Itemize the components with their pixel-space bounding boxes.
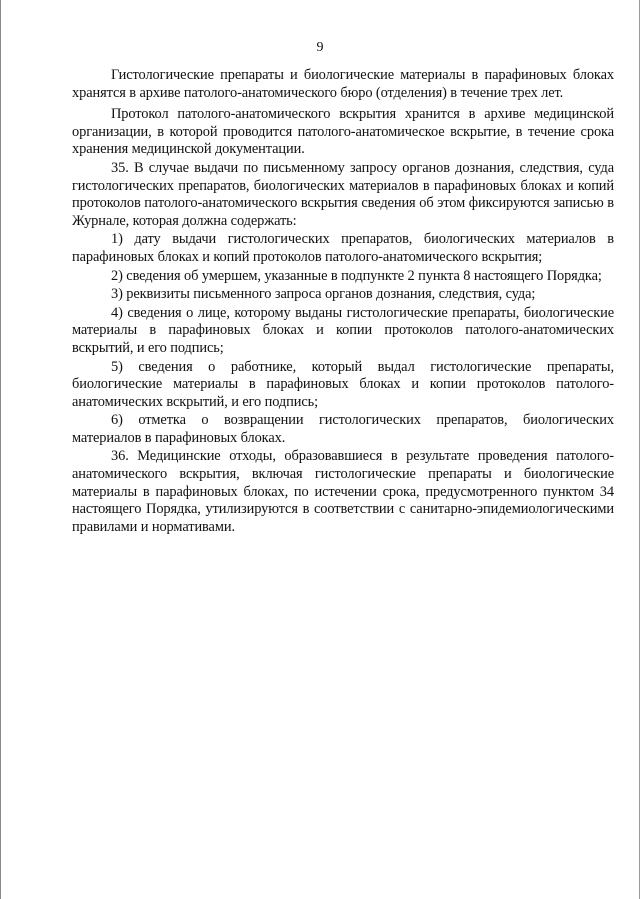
- list-item-1: 1) дату выдачи гистологических препаратов, биологических материалов в парафиновых блоках и копий протоколов патолого-анатомического вскрытия;: [72, 231, 614, 265]
- list-item-6: 6) отметка о возвращении гистологических препаратов, биологических материалов в парафиновых блоках.: [72, 412, 614, 446]
- list-item-3: 3) реквизиты письменного запроса органов дознания, следствия, суда;: [111, 286, 536, 303]
- document-body: [72, 67, 614, 536]
- paragraph-protocol-storage: Протокол патолого-анатомического вскрытия хранится в архиве медицинской организации, в которой проводится патолого-анатомическое вскрытие, в течение срока хранения медицинской документации.: [72, 106, 614, 158]
- paragraph-item-36: 36. Медицинские отходы, образовавшиеся в результате проведения патолого-анатомического вскрытия, включая гистологические препараты и биологические материалы в парафиновых блоках, по истечении срока, предусмотренного пунктом 34 настоящего Порядка, утилизируются в соответствии с санитарно-эпидемиологическими правилами и нормативами.: [72, 448, 614, 535]
- paragraph-item-35: 35. В случае выдачи по письменному запросу органов дознания, следствия, суда гистологических препаратов, биологических материалов в парафиновых блоках и копий протоколов патолого-анатомического вскрытия сведения об этом фиксируются записью в Журнале, которая должна содержать:: [72, 159, 614, 229]
- list-item-5: 5) сведения о работнике, который выдал гистологические препараты, биологические материалы в парафиновых блоках и копии протоколов патолого-анатомических вскрытий, и его подпись;: [72, 358, 614, 410]
- page-number: 9: [316, 40, 324, 55]
- list-item-2: 2) сведения об умершем, указанные в подпункте 2 пункта 8 настоящего Порядка;: [111, 267, 602, 284]
- list-item-4: 4) сведения о лице, которому выданы гистологические препараты, биологические материалы в парафиновых блоках и копии протоколов патолого-анатомических вскрытий, и его подпись;: [72, 304, 614, 356]
- paragraph-storage-archive: Гистологические препараты и биологические материалы в парафиновых блоках хранятся в архиве патолого-анатомического бюро (отделения) в течение трех лет.: [72, 67, 614, 101]
